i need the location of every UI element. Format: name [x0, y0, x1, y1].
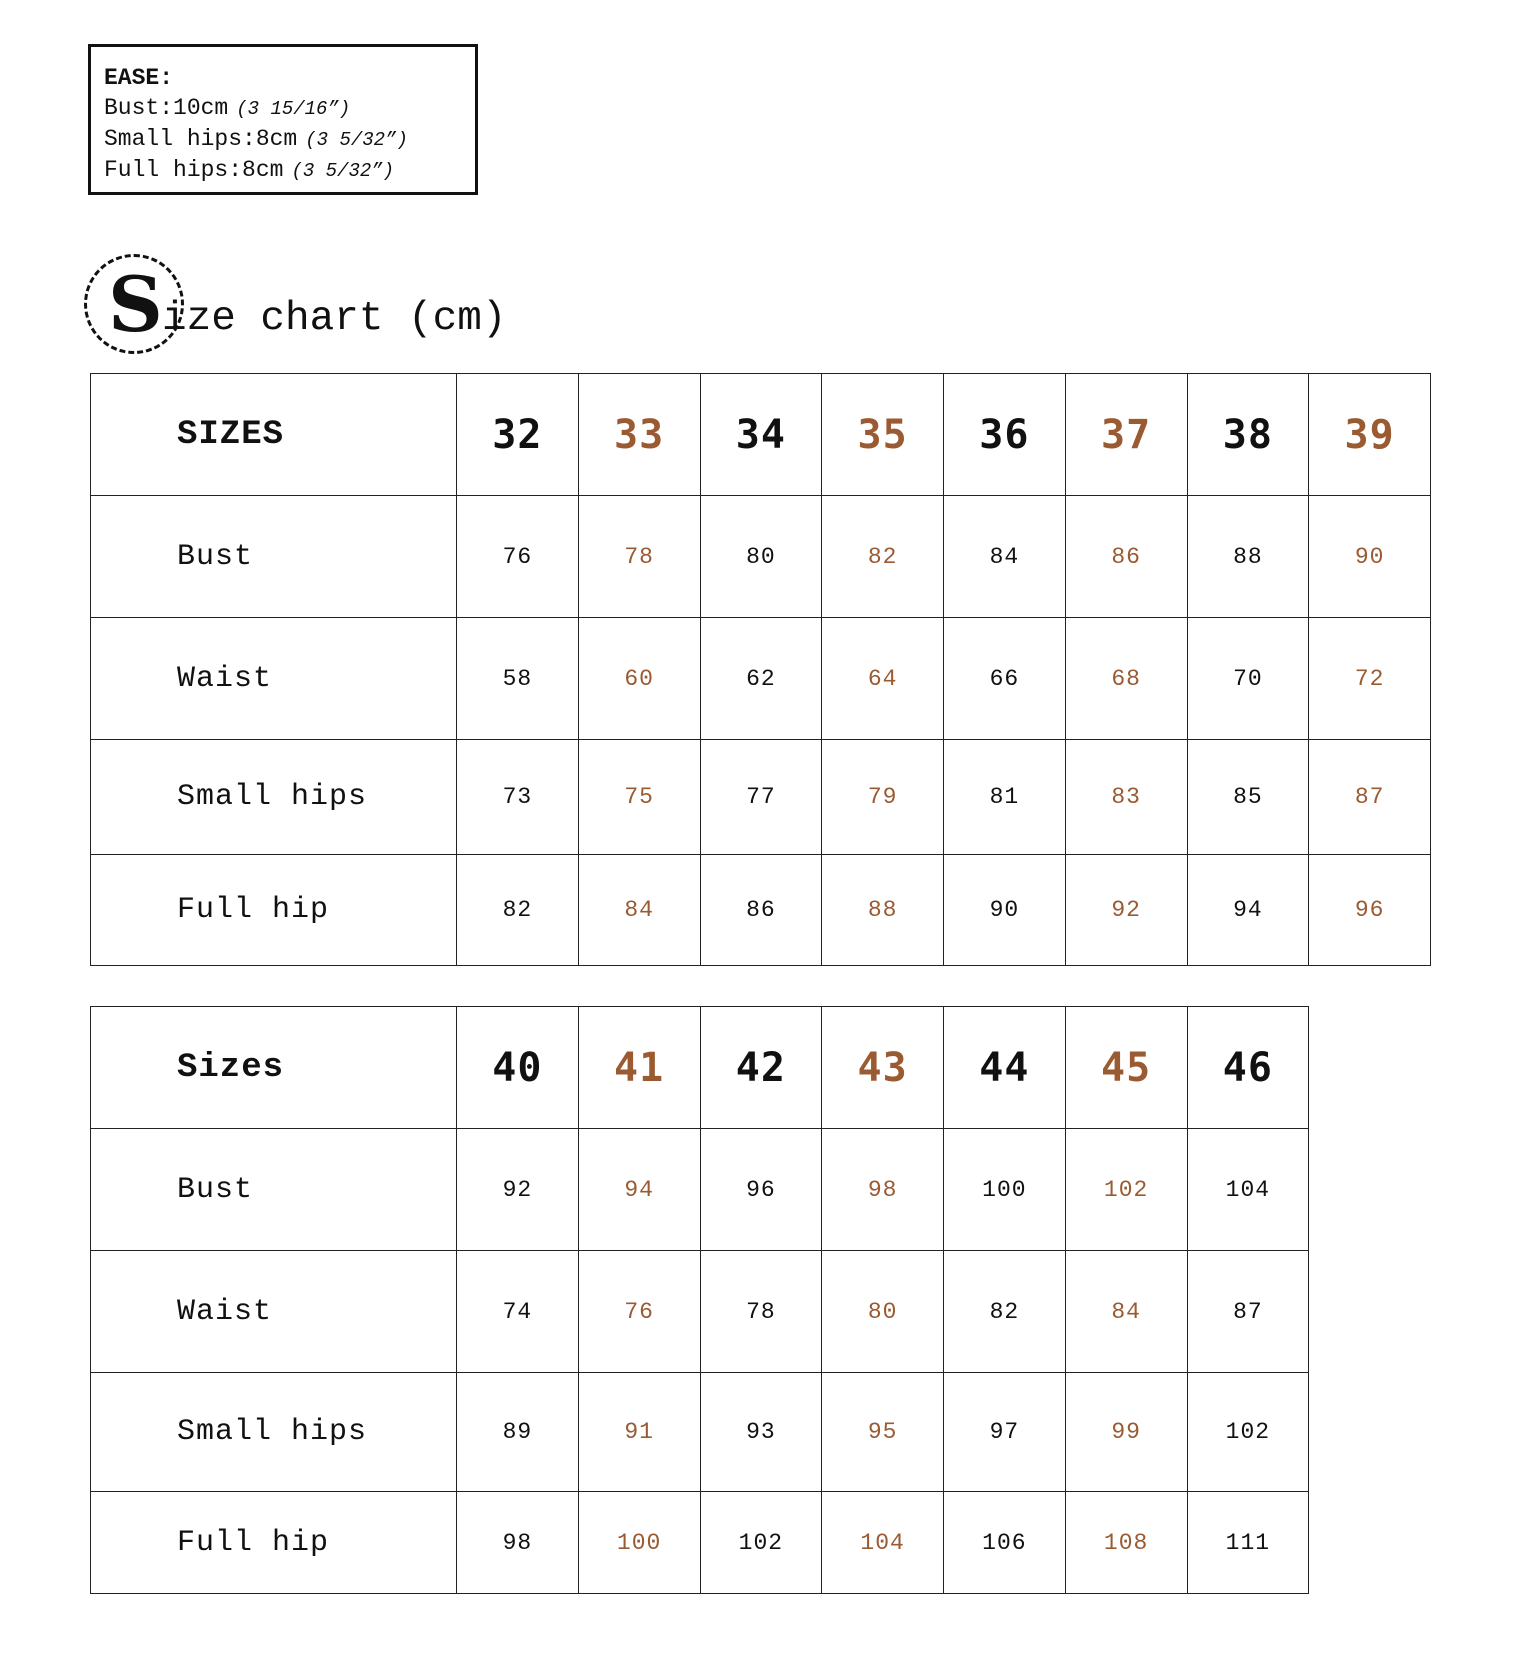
row-label-bust: Bust — [91, 496, 457, 618]
table-row-bust — [91, 1129, 1309, 1251]
table-row-full-hip — [91, 1492, 1309, 1594]
table-cell: 83 — [1065, 740, 1187, 855]
header-label: Sizes — [91, 1007, 457, 1129]
ease-full-hips-metric: Full hips:8cm — [104, 157, 284, 183]
table-cell: 66 — [944, 618, 1066, 740]
title-initial: S — [108, 260, 163, 349]
table-cell: 64 — [822, 618, 944, 740]
size-table-2 — [90, 1006, 1309, 1594]
size-header-37: 37 — [1065, 374, 1187, 496]
table-cell: 88 — [1187, 496, 1309, 618]
table-cell: 89 — [457, 1373, 579, 1492]
table-cell: 92 — [1065, 855, 1187, 966]
table-cell: 92 — [457, 1129, 579, 1251]
size-header-32: 32 — [457, 374, 579, 496]
table-cell: 84 — [1065, 1251, 1187, 1373]
table-cell: 70 — [1187, 618, 1309, 740]
table-cell: 82 — [822, 496, 944, 618]
table-cell: 97 — [944, 1373, 1066, 1492]
size-header-38: 38 — [1187, 374, 1309, 496]
ease-line-bust — [104, 93, 475, 124]
row-label-full-hip: Full hip — [91, 1492, 457, 1594]
table-cell: 72 — [1309, 618, 1431, 740]
table-cell: 86 — [1065, 496, 1187, 618]
table-cell: 98 — [822, 1129, 944, 1251]
ease-title: EASE: — [104, 65, 174, 91]
table-cell: 87 — [1187, 1251, 1309, 1373]
ease-line-small-hips — [104, 124, 475, 155]
table-cell: 78 — [578, 496, 700, 618]
table-cell: 60 — [578, 618, 700, 740]
size-header-35: 35 — [822, 374, 944, 496]
table-cell: 93 — [700, 1373, 822, 1492]
table-cell: 73 — [457, 740, 579, 855]
table-cell: 76 — [578, 1251, 700, 1373]
table-cell: 106 — [944, 1492, 1066, 1594]
table-cell: 96 — [1309, 855, 1431, 966]
table-cell: 74 — [457, 1251, 579, 1373]
table-cell: 104 — [822, 1492, 944, 1594]
table-cell: 80 — [700, 496, 822, 618]
table-cell: 88 — [822, 855, 944, 966]
table-cell: 85 — [1187, 740, 1309, 855]
size-header-41: 41 — [578, 1007, 700, 1129]
table-cell: 75 — [578, 740, 700, 855]
table-cell: 94 — [1187, 855, 1309, 966]
ease-bust-metric: Bust:10cm — [104, 95, 229, 121]
table-cell: 80 — [822, 1251, 944, 1373]
size-header-43: 43 — [822, 1007, 944, 1129]
table-cell: 98 — [457, 1492, 579, 1594]
table-cell: 111 — [1187, 1492, 1309, 1594]
table-cell: 102 — [700, 1492, 822, 1594]
size-header-36: 36 — [944, 374, 1066, 496]
table-row-full-hip — [91, 855, 1431, 966]
ease-box — [88, 44, 478, 195]
table-row-small-hips — [91, 1373, 1309, 1492]
row-label-small-hips: Small hips — [91, 740, 457, 855]
size-header-42: 42 — [700, 1007, 822, 1129]
table-cell: 84 — [944, 496, 1066, 618]
size-header-34: 34 — [700, 374, 822, 496]
size-header-40: 40 — [457, 1007, 579, 1129]
table-cell: 82 — [944, 1251, 1066, 1373]
title-text: ize chart (cm) — [162, 296, 507, 342]
table-cell: 99 — [1065, 1373, 1187, 1492]
table-cell: 95 — [822, 1373, 944, 1492]
table-cell: 62 — [700, 618, 822, 740]
table-cell: 77 — [700, 740, 822, 855]
table-cell: 90 — [1309, 496, 1431, 618]
table-cell: 102 — [1187, 1373, 1309, 1492]
table-cell: 96 — [700, 1129, 822, 1251]
table-cell: 100 — [944, 1129, 1066, 1251]
row-label-waist: Waist — [91, 1251, 457, 1373]
table-cell: 102 — [1065, 1129, 1187, 1251]
table-cell: 84 — [578, 855, 700, 966]
size-header-45: 45 — [1065, 1007, 1187, 1129]
table-cell: 94 — [578, 1129, 700, 1251]
size-header-44: 44 — [944, 1007, 1066, 1129]
size-table-1 — [90, 373, 1431, 966]
ease-small-hips-metric: Small hips:8cm — [104, 126, 298, 152]
table-cell: 68 — [1065, 618, 1187, 740]
row-label-full-hip: Full hip — [91, 855, 457, 966]
ease-line-full-hips — [104, 155, 475, 186]
size-header-39: 39 — [1309, 374, 1431, 496]
table-cell: 76 — [457, 496, 579, 618]
header-label: SIZES — [91, 374, 457, 496]
ease-small-hips-imperial: (3 5/32”) — [305, 129, 408, 151]
header-row — [91, 374, 1431, 496]
table-cell: 78 — [700, 1251, 822, 1373]
size-header-46: 46 — [1187, 1007, 1309, 1129]
table-row-waist — [91, 1251, 1309, 1373]
row-label-waist: Waist — [91, 618, 457, 740]
table-cell: 91 — [578, 1373, 700, 1492]
table-row-bust — [91, 496, 1431, 618]
table-cell: 79 — [822, 740, 944, 855]
row-label-bust: Bust — [91, 1129, 457, 1251]
table-row-small-hips — [91, 740, 1431, 855]
table-cell: 81 — [944, 740, 1066, 855]
table-cell: 82 — [457, 855, 579, 966]
table-cell: 58 — [457, 618, 579, 740]
table-cell: 90 — [944, 855, 1066, 966]
ease-full-hips-imperial: (3 5/32”) — [291, 160, 395, 182]
table-cell: 108 — [1065, 1492, 1187, 1594]
size-header-33: 33 — [578, 374, 700, 496]
table-cell: 87 — [1309, 740, 1431, 855]
row-label-small-hips: Small hips — [91, 1373, 457, 1492]
table-cell: 104 — [1187, 1129, 1309, 1251]
ease-bust-imperial: (3 15/16”) — [236, 98, 351, 120]
page-title — [84, 254, 684, 358]
table-cell: 86 — [700, 855, 822, 966]
table-cell: 100 — [578, 1492, 700, 1594]
header-row — [91, 1007, 1309, 1129]
table-row-waist — [91, 618, 1431, 740]
